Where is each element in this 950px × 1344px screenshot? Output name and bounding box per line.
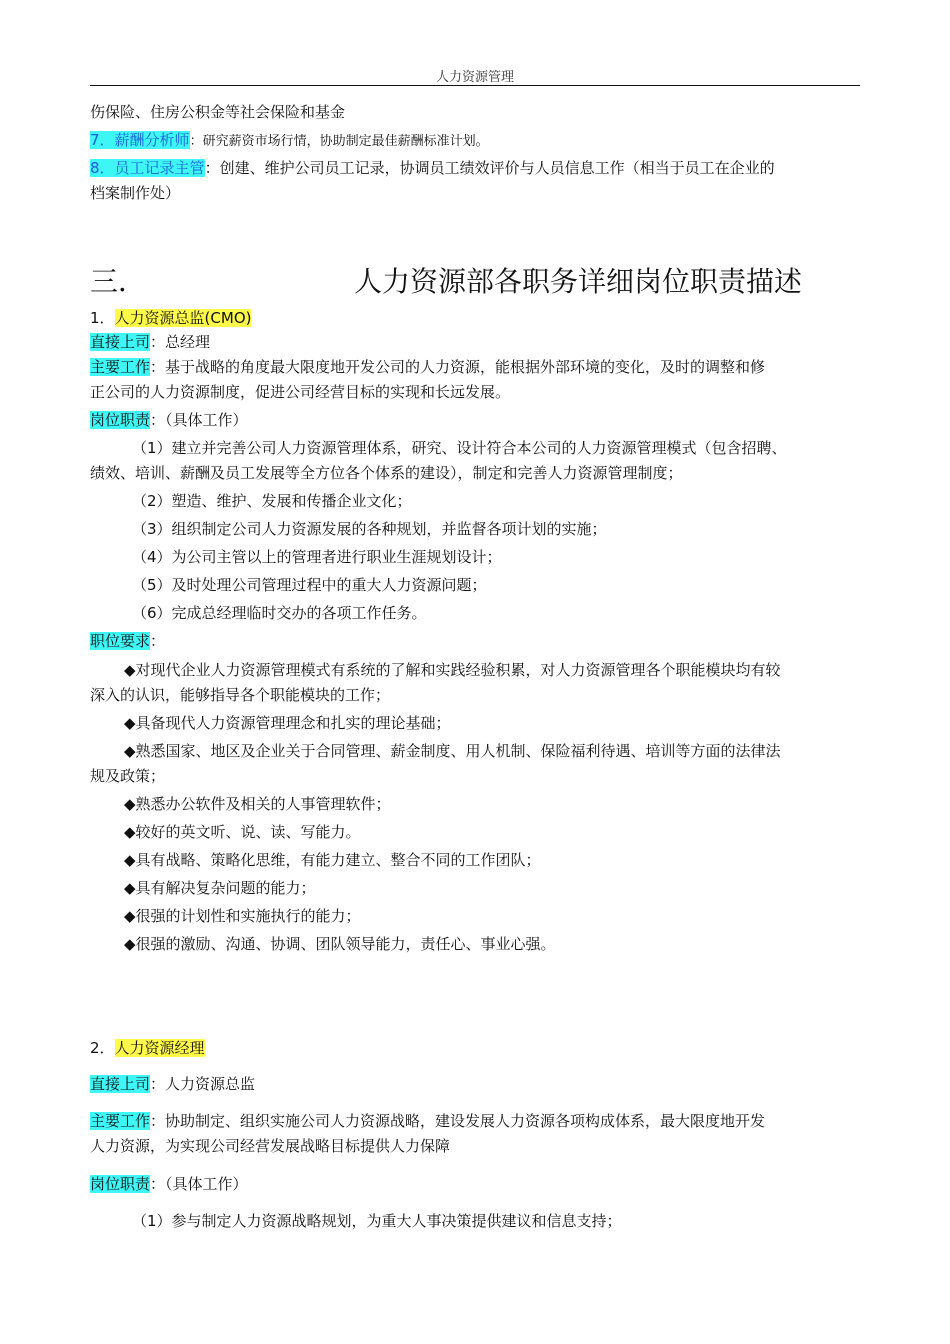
job-1-duty: （1）建立并完善公司人力资源管理体系，研究、设计符合本公司的人力资源管理模式（包含招聘、 xyxy=(132,439,787,457)
job-1-requirement: ◆熟悉国家、地区及企业关于合同管理、薪金制度、用人机制、保险福利待遇、培训等方面的法律法 xyxy=(124,742,781,760)
item-7-label: 薪酬分析师 xyxy=(114,131,190,149)
item-7-number: 7． xyxy=(90,131,115,149)
job-1-superior-text: ：总经理 xyxy=(150,333,211,351)
job-2-superior-label: 直接上司 xyxy=(90,1075,151,1093)
item-8-number: 8． xyxy=(90,159,115,177)
job-2-heading xyxy=(90,1037,860,1059)
job-1-requirement: ◆熟悉办公软件及相关的人事管理软件； xyxy=(124,795,391,813)
job-1-requirement: ◆具有解决复杂问题的能力； xyxy=(124,879,316,897)
section-heading: 人力资源部各职务详细岗位职责描述 xyxy=(354,265,803,298)
job-1-requirements-heading xyxy=(90,630,860,652)
item-7 xyxy=(90,129,860,153)
section-title xyxy=(90,264,860,300)
job-2-main-line1: ：协助制定、组织实施公司人力资源战略，建设发展人力资源各项构成体系，最大限度地开发 xyxy=(150,1112,766,1130)
job-1-requirement: ◆具备现代人力资源管理理念和扎实的理论基础； xyxy=(124,714,451,732)
item-8 xyxy=(90,157,860,179)
item-8-label: 员工记录主管 xyxy=(114,159,205,177)
job-2-superior xyxy=(90,1073,860,1095)
job-1-req-colon: ： xyxy=(150,632,166,650)
job-1-duty: （6）完成总经理临时交办的各项工作任务。 xyxy=(132,604,427,622)
item-7-text: ：研究薪资市场行情，协助制定最佳薪酬标准计划。 xyxy=(189,134,489,149)
job-1-main-line2: 正公司的人力资源制度，促进公司经营目标的实现和长远发展。 xyxy=(90,383,511,401)
job-1-req-label: 职位要求 xyxy=(90,632,151,650)
job-1-requirement: ◆对现代企业人力资源管理模式有系统的了解和实践经验积累，对人力资源管理各个职能模块均有较 xyxy=(124,661,781,679)
job-2-title: 人力资源经理 xyxy=(114,1039,205,1057)
continued-line: 伤保险、住房公积金等社会保险和基金 xyxy=(90,103,346,121)
item-8-text-line2: 档案制作处） xyxy=(90,184,181,202)
job-1-duties-heading xyxy=(90,409,860,431)
job-1-requirement: ◆很强的计划性和实施执行的能力； xyxy=(124,907,361,925)
job-1-number: 1． xyxy=(90,309,115,327)
job-2-main-line2: 人力资源，为实现公司经营发展战略目标提供人力保障 xyxy=(90,1137,451,1155)
job-1-title: 人力资源总监(CMO) xyxy=(114,309,252,327)
job-1-requirement: 规及政策； xyxy=(90,767,166,785)
job-2-duties-heading xyxy=(90,1173,860,1195)
job-2-duty: （1）参与制定人力资源战略规划，为重大人事决策提供建议和信息支持； xyxy=(132,1212,622,1230)
running-header: 人力资源管理 xyxy=(435,70,514,85)
job-1-main-label: 主要工作 xyxy=(90,358,151,376)
job-2-main-label: 主要工作 xyxy=(90,1112,151,1130)
item-8-text-line1: ：创建、维护公司员工记录，协调员工绩效评价与人员信息工作（相当于员工在企业的 xyxy=(204,159,775,177)
job-1-duty: 绩效、培训、薪酬及员工发展等全方位各个体系的建设），制定和完善人力资源管理制度； xyxy=(90,464,683,482)
job-1-duty-label: 岗位职责 xyxy=(90,411,151,429)
job-2-number: 2． xyxy=(90,1039,115,1057)
header-rule xyxy=(90,85,860,86)
job-1-main-line1: ：基于战略的角度最大限度地开发公司的人力资源，能根据外部环境的变化，及时的调整和修 xyxy=(150,358,766,376)
job-1-duty: （4）为公司主管以上的管理者进行职业生涯规划设计； xyxy=(132,548,502,566)
job-1-duty: （2）塑造、维护、发展和传播企业文化； xyxy=(132,492,412,510)
job-1-requirement: ◆较好的英文听、说、读、写能力。 xyxy=(124,823,361,841)
job-1-duty-text: ：（具体工作） xyxy=(150,411,248,429)
job-1-duty: （5）及时处理公司管理过程中的重大人力资源问题； xyxy=(132,576,487,594)
job-1-main-work xyxy=(90,356,860,378)
job-1-duty: （3）组织制定公司人力资源发展的各种规划，并监督各项计划的实施； xyxy=(132,520,607,538)
job-2-duty-label: 岗位职责 xyxy=(90,1175,151,1193)
job-1-superior-label: 直接上司 xyxy=(90,333,151,351)
job-2-superior-text: ：人力资源总监 xyxy=(150,1075,256,1093)
job-1-requirement: 深入的认识，能够指导各个职能模块的工作； xyxy=(90,686,391,704)
section-number: 三． xyxy=(90,265,147,298)
job-1-superior xyxy=(90,331,860,353)
job-2-duty-text: ：（具体工作） xyxy=(150,1175,248,1193)
job-1-requirement: ◆具有战略、策略化思维，有能力建立、整合不同的工作团队； xyxy=(124,851,541,869)
job-1-heading xyxy=(90,307,860,329)
job-2-main-work xyxy=(90,1110,860,1132)
job-1-requirement: ◆很强的激励、沟通、协调、团队领导能力，责任心、事业心强。 xyxy=(124,935,556,953)
